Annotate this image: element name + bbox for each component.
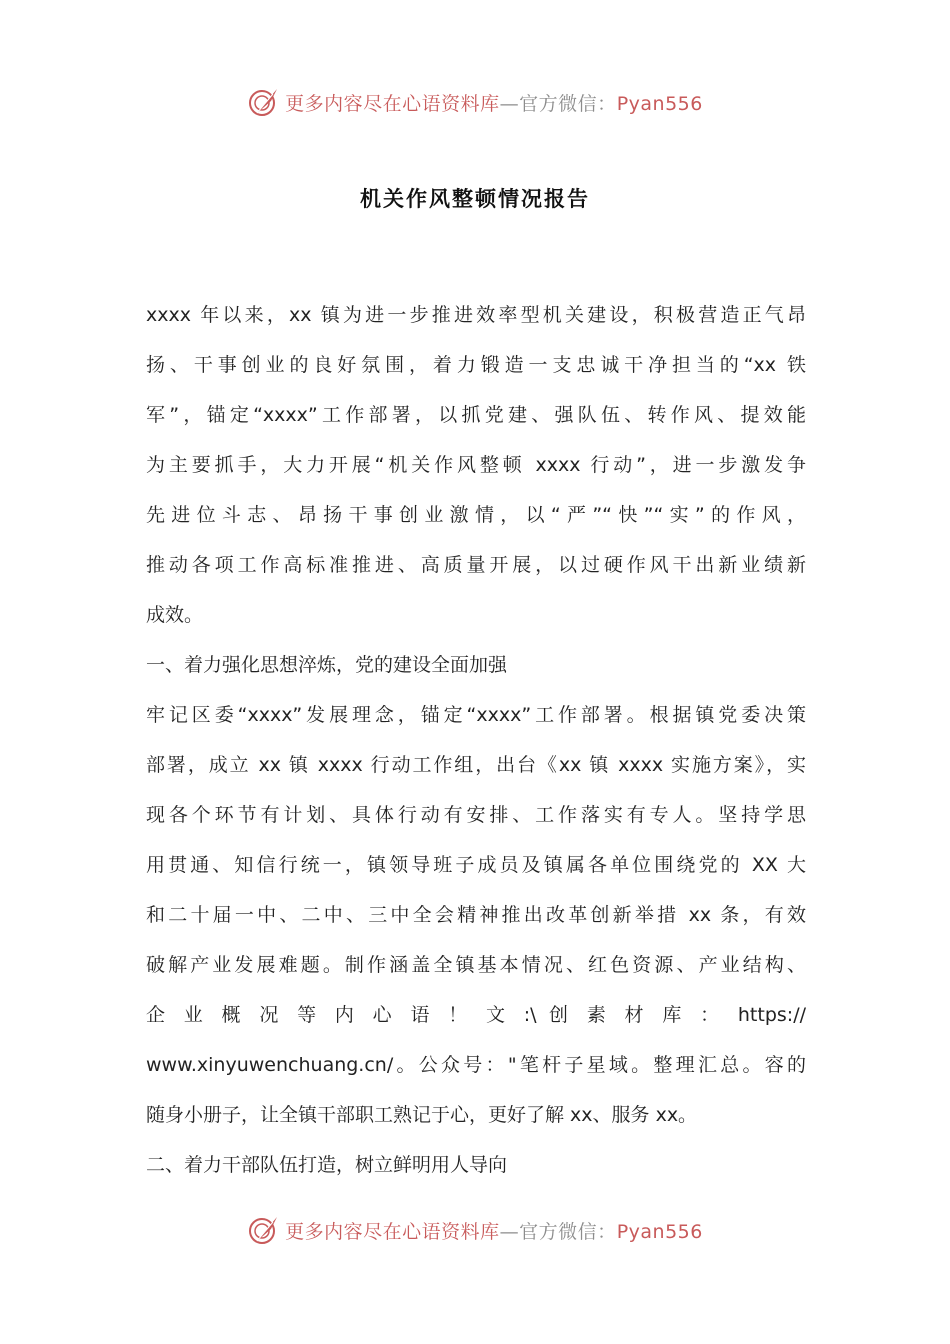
body-line: xxxx 年以来，xx 镇为进一步推进效率型机关建设，积极营造正气昂	[146, 304, 806, 326]
quill-logo-icon	[247, 1213, 281, 1247]
footer-banner-text	[285, 1217, 703, 1244]
body-line: 牢记区委“xxxx”发展理念，锚定“xxxx”工作部署。根据镇党委决策	[146, 704, 806, 726]
body-line: 随身小册子，让全镇干部职工熟记于心，更好了解 xx、服务 xx。	[146, 1104, 698, 1126]
body-line: 破解产业发展难题。制作涵盖全镇基本情况、红色资源、产业结构、	[146, 954, 806, 976]
header-banner-part2: —官方微信：	[499, 92, 617, 115]
section-heading: 二、着力干部队伍打造，树立鲜明用人导向	[146, 1154, 508, 1176]
body-line: 企 业 概 况 等 内 心 语 ！ 文 :\ 创 素 材 库 ： https://	[146, 1004, 806, 1026]
body-line: 和二十届一中、二中、三中全会精神推出改革创新举措 xx 条，有效	[146, 904, 806, 926]
footer-banner	[0, 1210, 950, 1250]
body-line: 军”，锚定“xxxx”工作部署，以抓党建、强队伍、转作风、提效能	[146, 404, 806, 426]
header-banner-part1: 更多内容尽在心语资料库	[285, 92, 500, 115]
body-line: 为主要抓手，大力开展“机关作风整顿 xxxx 行动”，进一步激发争	[146, 454, 806, 476]
header-banner-wechat-id: Pyan556	[616, 92, 703, 115]
body-line: 成效。	[146, 604, 204, 626]
header-banner-text	[285, 89, 703, 116]
body-line: 推动各项工作高标准推进、高质量开展，以过硬作风干出新业绩新	[146, 554, 806, 576]
body-line: 扬、干事创业的良好氛围，着力锻造一支忠诚干净担当的“xx 铁	[146, 354, 806, 376]
body-line: 先进位斗志、昂扬干事创业激情，以“严”“快”“实”的作风，	[146, 504, 806, 526]
footer-banner-part1: 更多内容尽在心语资料库	[285, 1220, 500, 1243]
quill-logo-icon	[247, 85, 281, 119]
body-line: www.xinyuwenchuang.cn/。公众号："笔杆子星域。整理汇总。容的	[146, 1054, 806, 1076]
footer-banner-part2: —官方微信：	[499, 1220, 617, 1243]
document-title: 机关作风整顿情况报告	[360, 187, 590, 211]
body-line: 用贯通、知信行统一，镇领导班子成员及镇属各单位围绕党的 XX 大	[146, 854, 806, 876]
document-body	[146, 290, 806, 1190]
section-heading: 一、着力强化思想淬炼，党的建设全面加强	[146, 654, 508, 676]
footer-banner-wechat-id: Pyan556	[616, 1220, 703, 1243]
body-line: 现各个环节有计划、具体行动有安排、工作落实有专人。坚持学思	[146, 804, 806, 826]
header-banner	[0, 82, 950, 122]
body-line: 部署，成立 xx 镇 xxxx 行动工作组，出台《xx 镇 xxxx 实施方案》，实	[146, 754, 806, 776]
